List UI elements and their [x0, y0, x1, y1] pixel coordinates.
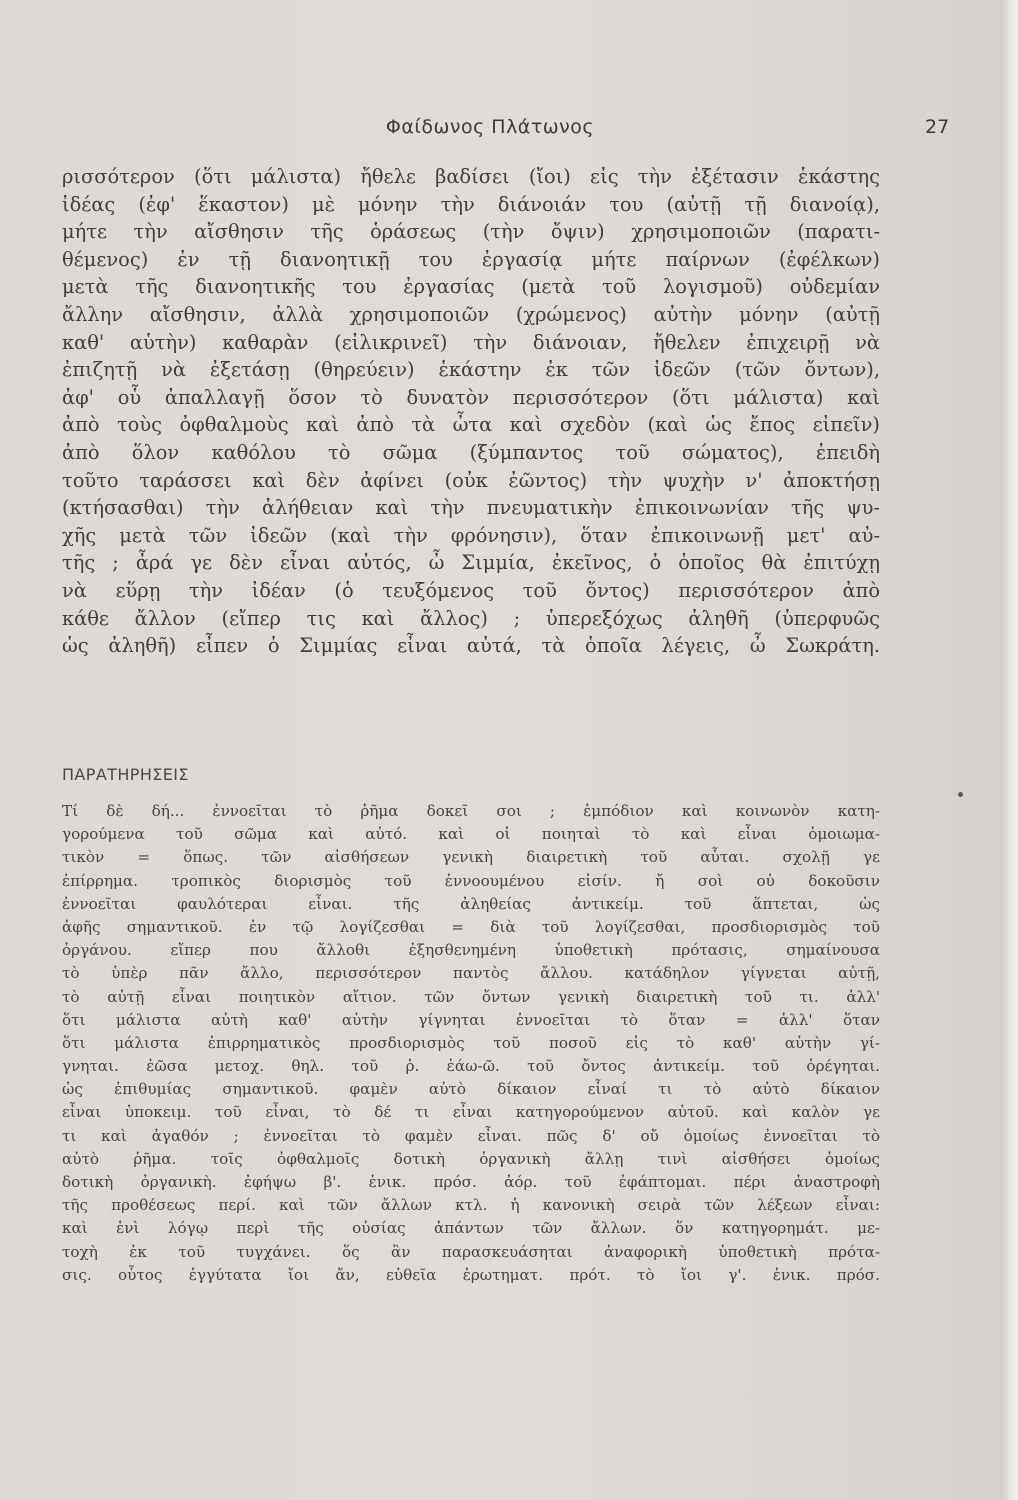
- note-line: τοχὴ ἐκ τοῦ τυγχάνει. ὅς ἂν παρασκευάσηται ἀναφορικὴ ὑποθετικὴ πρότα-: [62, 1242, 880, 1261]
- text-line: ἀπὸ ὅλον καθόλου τὸ σῶμα (ξύμπαντος τοῦ σώματος), ἐπειδὴ: [62, 440, 880, 464]
- note-line: γνηται. ἐῶσα μετοχ. θηλ. τοῦ ῥ. ἐάω-ῶ. τοῦ ὄντος ἀντικείμ. τοῦ ὀρέγηται.: [62, 1057, 880, 1076]
- page-number: 27: [925, 116, 950, 138]
- note-line: τῆς προθέσεως περί. καὶ τῶν ἄλλων κτλ. ἡ κανονικὴ σειρὰ τῶν λέξεων εἶναι:: [62, 1196, 880, 1215]
- text-line: μετὰ τῆς διανοητικῆς του ἐργασίας (μετὰ τοῦ λογισμοῦ) οὐδεμίαν: [62, 275, 880, 299]
- text-line: ἀπὸ τοὺς ὀφθαλμοὺς καὶ ἀπὸ τὰ ὦτα καὶ σχεδὸν (καὶ ὡς ἔπος εἰπεῖν): [62, 413, 880, 437]
- note-line: σις. οὗτος ἐγγύτατα ἴοι ἄν, εὐθεῖα ἐρωτηματ. πρότ. τὸ ἴοι γ'. ἑνικ. πρόσ.: [62, 1265, 880, 1284]
- text-line: μήτε τὴν αἴσθησιν τῆς ὁράσεως (τὴν ὄψιν) χρησιμοποιῶν (παρατι-: [62, 220, 880, 244]
- text-line: χῆς μετὰ τῶν ἰδεῶν (καὶ τὴν φρόνησιν), ὅταν ἐπικοινωνῇ μετ' αὐ-: [62, 523, 880, 547]
- note-line: τι καὶ ἀγαθόν ; ἐννοεῖται τὸ φαμὲν εἶναι. πῶς δ' οὔ ὁμοίως ἐννοεῖται τὸ: [62, 1126, 880, 1145]
- text-line: ἰδέας (ἐφ' ἕκαστον) μὲ μόνην τὴν διάνοιάν του (αὐτῇ τῇ διανοίᾳ),: [62, 192, 880, 216]
- note-line: Τί δὲ δή... ἐννοεῖται τὸ ῥῆμα δοκεῖ σοι ; ἐμπόδιον καὶ κοινωνὸν κατη-: [62, 802, 880, 820]
- text-line: τῆς ; ἆρά γε δὲν εἶναι αὐτός, ὦ Σιμμία, ἐκεῖνος, ὁ ὁποῖος θὰ ἐπιτύχῃ: [62, 551, 880, 575]
- note-line: καὶ ἑνὶ λόγῳ περὶ τῆς οὐσίας ἁπάντων τῶν ἄλλων. ὅν κατηγορημάτ. με-: [62, 1219, 880, 1238]
- text-line: τοῦτο ταράσσει καὶ δὲν ἀφίνει (οὐκ ἐῶντος) τὴν ψυχὴν ν' ἀποκτήσῃ: [62, 468, 880, 492]
- text-line: νὰ εὕρῃ τὴν ἰδέαν (ὁ τευξόμενος τοῦ ὄντος) περισσότερον ἀπὸ: [62, 578, 880, 602]
- note-line: τὸ ὑπὲρ πᾶν ἄλλο, περισσότερον παντὸς ἄλλου. κατάδηλον γίγνεται αὐτῇ,: [62, 964, 880, 983]
- text-line: ρισσότερον (ὅτι μάλιστα) ἤθελε βαδίσει (ἴοι) εἰς τὴν ἐξέτασιν ἑκάστης: [62, 165, 880, 188]
- notes-heading: ΠΑΡΑΤΗΡΗΣΕΙΣ: [62, 765, 189, 784]
- note-line: ὅτι μάλιστα αὐτὴ καθ' αὑτὴν γίγνηται ἐννοεῖται τὸ ὅταν = ἀλλ' ὅταν: [62, 1010, 880, 1029]
- note-line: ὡς ἐπιθυμίας σημαντικοῦ. φαμὲν αὐτὸ δίκαιον εἶναί τι τὸ αὐτὸ δίκαιον: [62, 1080, 880, 1099]
- ink-speck: [958, 792, 963, 797]
- page-header: [0, 116, 1018, 144]
- text-line: θέμενος) ἐν τῇ διανοητικῇ του ἐργασίᾳ μήτε παίρνων (ἐφέλκων): [62, 247, 880, 271]
- text-line: ἐπιζητῇ νὰ ἐξετάσῃ (θηρεύειν) ἑκάστην ἐκ τῶν ἰδεῶν (τῶν ὄντων),: [62, 358, 880, 382]
- text-line: (κτήσασθαι) τὴν ἀλήθειαν καὶ τὴν πνευματικὴν ἐπικοινωνίαν τῆς ψυ-: [62, 496, 880, 520]
- note-line: ἐννοεῖται φαυλότεραι εἶναι. τῆς ἀληθείας ἀντικείμ. τοῦ ἅπτεται, ὡς: [62, 894, 880, 913]
- note-line: ἐπίρρημα. τροπικὸς διορισμὸς τοῦ ἐννοουμένου εἰσίν. ἤ σοὶ οὐ δοκοῦσιν: [62, 871, 880, 890]
- main-text: [62, 163, 880, 660]
- note-line: ὅτι μάλιστα ἐπιρρηματικὸς προσδιορισμὸς τοῦ ποσοῦ εἰς τὸ καθ' αὑτὴν γί-: [62, 1033, 880, 1052]
- note-line: δοτικὴ ὀργανικὴ. ἐφήψω β'. ἑνικ. πρόσ. ἀόρ. τοῦ ἐφάπτομαι. πέρι ἀναστροφὴ: [62, 1173, 880, 1191]
- note-line: γορούμενα τοῦ σῶμα καὶ αὐτό. καὶ οἱ ποιηταὶ τὸ καὶ εἶναι ὁμοιωμα-: [62, 825, 880, 844]
- note-line: τικὸν = ὅπως. τῶν αἰσθήσεων γενικὴ διαιρετικὴ τοῦ αὗται. σχολῇ γε: [62, 848, 880, 867]
- note-line: ἀφῆς σημαντικοῦ. ἐν τῷ λογίζεσθαι = διὰ τοῦ λογίζεσθαι, προσδιορισμὸς τοῦ: [62, 917, 880, 936]
- note-line: εἶναι ὑποκειμ. τοῦ εἶναι, τὸ δέ τι εἶναι κατηγορούμενον αὐτοῦ. καὶ καλὸν γε: [62, 1103, 880, 1122]
- text-line: ἄλλην αἴσθησιν, ἀλλὰ χρησιμοποιῶν (χρώμενος) αὐτὴν μόνην (αὐτῇ: [62, 302, 880, 326]
- note-line: τὸ αὐτῇ εἶναι ποιητικὸν αἴτιον. τῶν ὄντων γενικὴ διαιρετικὴ τοῦ τι. ἀλλ': [62, 987, 880, 1006]
- notes-text: [62, 800, 880, 1287]
- page-edge: [1000, 0, 1018, 1500]
- text-line: κάθε ἄλλον (εἴπερ τις καὶ ἄλλος) ; ὑπερεξόχως ἀληθῆ (ὑπερφυῶς: [62, 606, 880, 630]
- note-line: ὀργάνου. εἴπερ που ἄλλοθι ἐξησθενημένη ὑποθετικὴ πρότασις, σημαίνουσα: [62, 941, 880, 960]
- text-line: καθ' αὑτὴν) καθαρὰν (εἰλικρινεῖ) τὴν διάνοιαν, ἤθελεν ἐπιχειρῇ νὰ: [62, 330, 880, 354]
- text-line: ἀφ' οὗ ἀπαλλαγῇ ὅσον τὸ δυνατὸν περισσότερον (ὅτι μάλιστα) καὶ: [62, 385, 880, 409]
- running-title: Φαίδωνος Πλάτωνος: [385, 116, 595, 138]
- text-line: ὡς ἀληθῆ) εἶπεν ὁ Σιμμίας εἶναι αὐτά, τὰ ὁποῖα λέγεις, ὦ Σωκράτη.: [62, 634, 880, 658]
- note-line: αὐτὸ ῥῆμα. τοῖς ὀφθαλμοῖς δοτικὴ ὀργανικὴ ἄλλῃ τινὶ αἰσθήσει ὁμοίως: [62, 1149, 880, 1168]
